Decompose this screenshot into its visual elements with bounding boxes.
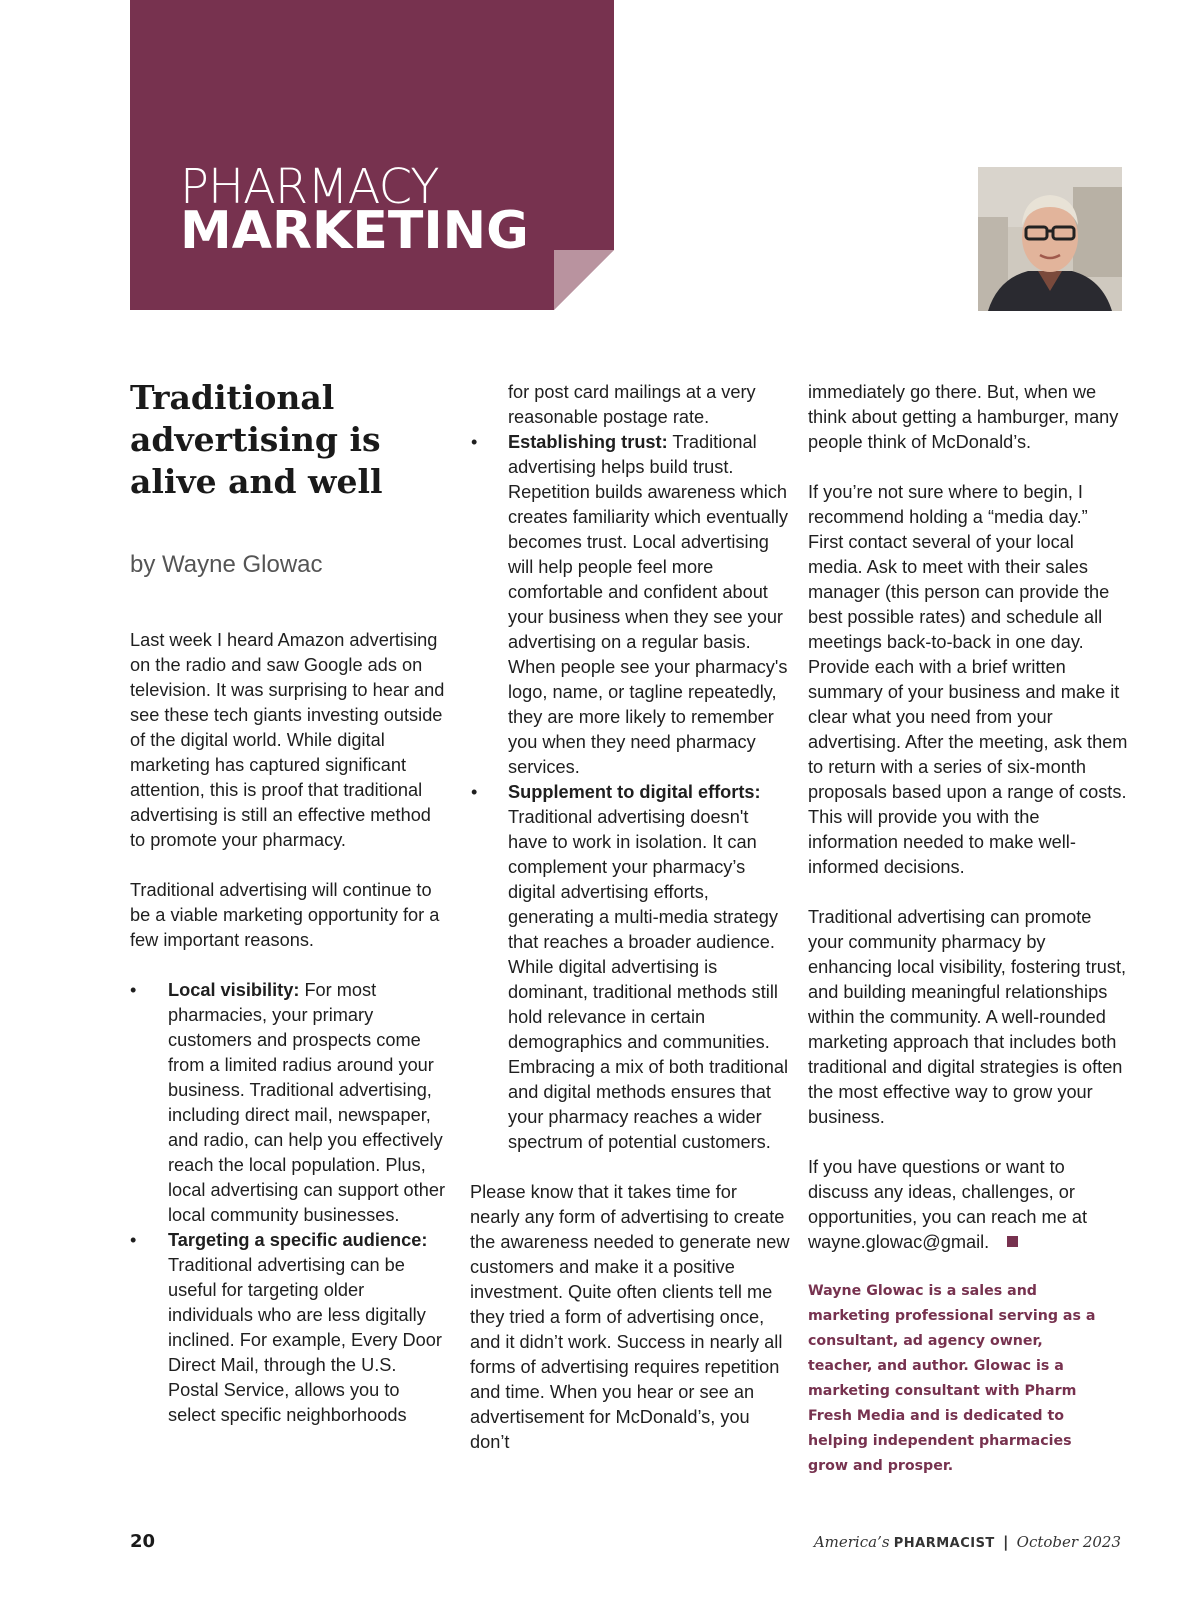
list-item-body: For most pharmacies, your primary customers and prospects come from a limited radius around your business. Traditional advertising, including direct mail, newspaper, and radio, can help you effectively reach the local population. Plus, local advertising can support other local community businesses. [168, 980, 446, 1225]
list-item-title: Establishing trust: [508, 432, 668, 452]
footer-separator: | [1002, 1533, 1009, 1551]
magazine-name-prefix: America’s [813, 1533, 890, 1551]
list-item-continued [470, 380, 790, 430]
body-paragraph: If you’re not sure where to begin, I recommend holding a “media day.” First contact several of your local media. Ask to meet with their sales manager (this person can provide the best possible rates) and schedule all meetings back-to-back in one day. Provide each with a brief written summary of your business and make it clear what you need from your advertising. After the meeting, ask them to return with a series of six-month proposals based upon a range of costs. This will provide you with the information needed to make well-informed decisions. [808, 482, 1128, 877]
list-item-title: Local visibility: [168, 980, 300, 1000]
list-item [470, 780, 790, 1155]
list-item-body: for post card mailings at a very reasonable postage rate. [508, 382, 756, 427]
bullet-mark: • [130, 1230, 137, 1250]
body-paragraph: Last week I heard Amazon advertising on the radio and saw Google ads on television. It was surprising to hear and see these tech giants investing outside of the digital world. While digital marketing has captured significant attention, this is proof that traditional advertising is still an effective method to promote your pharmacy. [130, 630, 445, 850]
list-item-title: Targeting a specific audience: [168, 1230, 428, 1250]
page-number: 20 [130, 1531, 156, 1552]
list-item [130, 1228, 450, 1428]
list-item [130, 978, 450, 1228]
section-banner [130, 0, 614, 310]
article-column-2 [470, 380, 790, 1455]
article-column-3 [808, 380, 1128, 1255]
issue-date: October 2023 [1016, 1533, 1121, 1551]
page-fold-corner [554, 250, 614, 310]
body-paragraph: Please know that it takes time for nearly any form of advertising to create the awareness needed to generate new customers and make it a positive investment. Quite often clients tell me they tried a form of advertising once, and it didn’t work. Success in nearly all forms of advertising requires repetition and time. When you hear or see an advertisement for McDonald’s, you don’t [470, 1182, 790, 1452]
end-of-article-mark [1007, 1236, 1018, 1247]
section-kicker-top: PHARMACY [180, 159, 439, 215]
author-photo [978, 167, 1122, 311]
body-paragraph: immediately go there. But, when we think about getting a hamburger, many people think of McDonald’s. [808, 382, 1119, 452]
closing-paragraph-text: If you have questions or want to discuss any ideas, challenges, or opportunities, you can reach me at wayne.glowac@gmail. [808, 1157, 1088, 1252]
bullet-mark: • [471, 432, 478, 452]
body-paragraph: Traditional advertising can promote your community pharmacy by enhancing local visibility, fostering trust, and building meaningful relationships within the community. A well-rounded marketing approach that includes both traditional and digital strategies is often the most effective way to grow your business. [808, 907, 1127, 1127]
body-paragraph: Traditional advertising will continue to be a viable marketing opportunity for a few important reasons. [130, 880, 440, 950]
bullet-mark: • [471, 782, 478, 802]
section-kicker-bottom: MARKETING [180, 201, 529, 261]
article-headline: Traditional advertising is alive and well [130, 378, 383, 501]
list-item-body: Traditional advertising helps build trust. Repetition builds awareness which creates familiarity which eventually becomes trust. Local advertising will help people feel more comfortable and confident about your business when they see your advertising on a regular basis. When people see your pharmacy's logo, name, or tagline repeatedly, they are more likely to remember you when they need pharmacy services. [508, 432, 788, 777]
bullet-mark: • [130, 980, 137, 1000]
list-item [470, 430, 790, 780]
list-item-body: Traditional advertising doesn't have to work in isolation. It can complement your pharmacy’s digital advertising efforts, generating a multi-media strategy that reaches a broader audience. While digital advertising is dominant, traditional methods still hold relevance in certain demographics and communities. Embracing a mix of both traditional and digital methods ensures that your pharmacy reaches a wider spectrum of potential customers. [508, 807, 789, 1152]
list-item-title: Supplement to digital efforts: [508, 782, 761, 802]
author-bio: Wayne Glowac is a sales and marketing professional serving as a consultant, ad agency owner, teacher, and author. Glowac is a marketing consultant with Pharm Fresh Media and is dedicated to helping independent pharmacies grow and prosper. [808, 1283, 1096, 1474]
article-byline: by Wayne Glowac [130, 551, 323, 578]
article-column-1 [130, 628, 450, 1428]
closing-paragraph [808, 1155, 1128, 1255]
magazine-footer [814, 1533, 1121, 1551]
list-item-body: Traditional advertising can be useful for targeting older individuals who are less digitally inclined. For example, Every Door Direct Mail, through the U.S. Postal Service, allows you to select specific neighborhoods [168, 1255, 442, 1425]
magazine-name: PHARMACIST [893, 1536, 995, 1551]
